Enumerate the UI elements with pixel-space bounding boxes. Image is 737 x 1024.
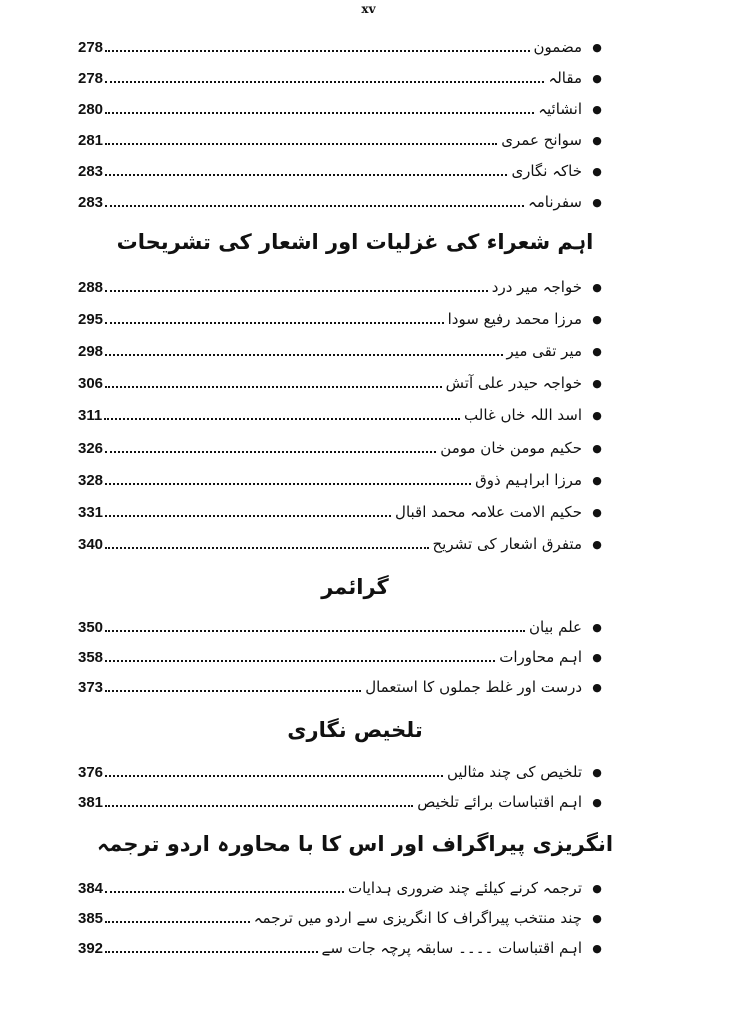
entry-title: تلخیص کی چند مثالیں bbox=[447, 763, 582, 781]
section-heading: تلخیص نگاری bbox=[287, 718, 423, 742]
entry-page-number: 278 bbox=[78, 69, 104, 87]
bullet-icon: ● bbox=[592, 650, 602, 664]
entry-title: اسد اللہ خاں غالب bbox=[464, 406, 582, 424]
toc-entry bbox=[78, 371, 608, 395]
entry-title: اہم اقتباسات ۔۔۔۔ سابقہ پرچہ جات سے bbox=[321, 939, 582, 957]
toc-entry bbox=[78, 500, 608, 524]
entry-page-number: 288 bbox=[78, 278, 104, 296]
bullet-icon: ● bbox=[592, 312, 602, 326]
dot-leader bbox=[105, 354, 502, 356]
entry-title: خاکہ نگاری bbox=[511, 162, 582, 180]
bullet-icon: ● bbox=[592, 344, 602, 358]
toc-entry bbox=[78, 906, 608, 930]
toc-entry bbox=[78, 403, 608, 427]
bullet-icon: ● bbox=[592, 620, 602, 634]
entry-page-number: 328 bbox=[78, 471, 104, 489]
entry-title: میر تقی میر bbox=[506, 342, 582, 360]
dot-leader bbox=[105, 386, 442, 388]
toc-entry bbox=[78, 190, 608, 214]
dot-leader bbox=[105, 630, 525, 632]
bullet-icon: ● bbox=[592, 408, 602, 422]
dot-leader bbox=[105, 50, 529, 52]
entry-title: سوانح عمری bbox=[501, 131, 582, 149]
toc-entry bbox=[78, 615, 608, 639]
section-heading: گرائمر bbox=[321, 575, 389, 599]
toc-entry bbox=[78, 128, 608, 152]
dot-leader bbox=[104, 418, 460, 420]
entry-page-number: 283 bbox=[78, 193, 104, 211]
toc-entry bbox=[78, 876, 608, 900]
entry-title: مرزا محمد رفیع سودا bbox=[447, 310, 582, 328]
entry-title: اہم اقتباسات برائے تلخیص bbox=[417, 793, 582, 811]
page-number: xv bbox=[361, 2, 376, 16]
bullet-icon: ● bbox=[592, 441, 602, 455]
dot-leader bbox=[105, 322, 444, 324]
toc-entry bbox=[78, 35, 608, 59]
bullet-icon: ● bbox=[592, 164, 602, 178]
entry-page-number: 281 bbox=[78, 131, 104, 149]
dot-leader bbox=[105, 143, 497, 145]
entry-title: چند منتخب پیراگراف کا انگریزی سے اردو میں ترجمہ bbox=[253, 909, 582, 927]
bullet-icon: ● bbox=[592, 765, 602, 779]
entry-page-number: 298 bbox=[78, 342, 104, 360]
dot-leader bbox=[105, 547, 428, 549]
dot-leader bbox=[105, 483, 471, 485]
dot-leader bbox=[105, 205, 524, 207]
bullet-icon: ● bbox=[592, 71, 602, 85]
entry-title: خواجہ حیدر علی آتش bbox=[445, 374, 582, 392]
entry-title: متفرق اشعار کی تشریح bbox=[432, 535, 582, 553]
bullet-icon: ● bbox=[592, 280, 602, 294]
dot-leader bbox=[105, 775, 443, 777]
entry-page-number: 331 bbox=[78, 503, 104, 521]
section-heading: اہم شعراء کی غزلیات اور اشعار کی تشریحات bbox=[116, 230, 594, 254]
bullet-icon: ● bbox=[592, 473, 602, 487]
toc-entry bbox=[78, 468, 608, 492]
toc-entry bbox=[78, 159, 608, 183]
toc-entry bbox=[78, 339, 608, 363]
dot-leader bbox=[105, 805, 413, 807]
entry-page-number: 373 bbox=[78, 678, 104, 696]
entry-title: سفرنامہ bbox=[527, 193, 582, 211]
toc-entry bbox=[78, 97, 608, 121]
bullet-icon: ● bbox=[592, 102, 602, 116]
dot-leader bbox=[105, 660, 495, 662]
entry-page-number: 385 bbox=[78, 909, 104, 927]
toc-entry bbox=[78, 307, 608, 331]
entry-title: ترجمہ کرنے کیلئے چند ضروری ہدایات bbox=[348, 879, 582, 897]
section-heading: انگریزی پیراگراف اور اس کا با محاورہ اردو ترجمہ bbox=[96, 832, 614, 856]
entry-page-number: 381 bbox=[78, 793, 104, 811]
bullet-icon: ● bbox=[592, 680, 602, 694]
bullet-icon: ● bbox=[592, 195, 602, 209]
dot-leader bbox=[105, 891, 344, 893]
dot-leader bbox=[105, 921, 250, 923]
bullet-icon: ● bbox=[592, 376, 602, 390]
bullet-icon: ● bbox=[592, 911, 602, 925]
entry-title: خواجہ میر درد bbox=[491, 278, 582, 296]
entry-title: حکیم الامت علامہ محمد اقبال bbox=[395, 503, 582, 521]
bullet-icon: ● bbox=[592, 795, 602, 809]
entry-title: مقالہ bbox=[548, 69, 582, 87]
dot-leader bbox=[105, 951, 318, 953]
entry-page-number: 306 bbox=[78, 374, 104, 392]
dot-leader bbox=[105, 515, 391, 517]
entry-page-number: 280 bbox=[78, 100, 104, 118]
dot-leader bbox=[105, 174, 507, 176]
bullet-icon: ● bbox=[592, 40, 602, 54]
entry-page-number: 311 bbox=[78, 406, 103, 424]
bullet-icon: ● bbox=[592, 133, 602, 147]
entry-page-number: 384 bbox=[78, 879, 104, 897]
entry-page-number: 392 bbox=[78, 939, 104, 957]
dot-leader bbox=[105, 290, 488, 292]
entry-page-number: 278 bbox=[78, 38, 104, 56]
entry-title: مضمون bbox=[533, 38, 582, 56]
toc-entry bbox=[78, 675, 608, 699]
entry-page-number: 295 bbox=[78, 310, 104, 328]
bullet-icon: ● bbox=[592, 505, 602, 519]
entry-page-number: 358 bbox=[78, 648, 104, 666]
bullet-icon: ● bbox=[592, 881, 602, 895]
dot-leader bbox=[105, 112, 534, 114]
entry-page-number: 283 bbox=[78, 162, 104, 180]
toc-entry bbox=[78, 436, 608, 460]
toc-entry bbox=[78, 275, 608, 299]
bullet-icon: ● bbox=[592, 941, 602, 955]
entry-page-number: 350 bbox=[78, 618, 104, 636]
entry-title: مرزا ابراہیم ذوق bbox=[475, 471, 582, 489]
entry-title: اہم محاورات bbox=[499, 648, 582, 666]
entry-title: درست اور غلط جملوں کا استعمال bbox=[365, 678, 582, 696]
dot-leader bbox=[105, 81, 544, 83]
toc-entry bbox=[78, 760, 608, 784]
toc-entry bbox=[78, 532, 608, 556]
toc-entry bbox=[78, 936, 608, 960]
entry-title: حکیم مومن خان مومن bbox=[440, 439, 582, 457]
entry-title: انشائیہ bbox=[538, 100, 582, 118]
entry-title: علم بیان bbox=[529, 618, 582, 636]
dot-leader bbox=[105, 690, 361, 692]
bullet-icon: ● bbox=[592, 537, 602, 551]
entry-page-number: 376 bbox=[78, 763, 104, 781]
toc-entry bbox=[78, 645, 608, 669]
toc-entry bbox=[78, 790, 608, 814]
dot-leader bbox=[105, 451, 436, 453]
entry-page-number: 340 bbox=[78, 535, 104, 553]
toc-entry bbox=[78, 66, 608, 90]
entry-page-number: 326 bbox=[78, 439, 104, 457]
